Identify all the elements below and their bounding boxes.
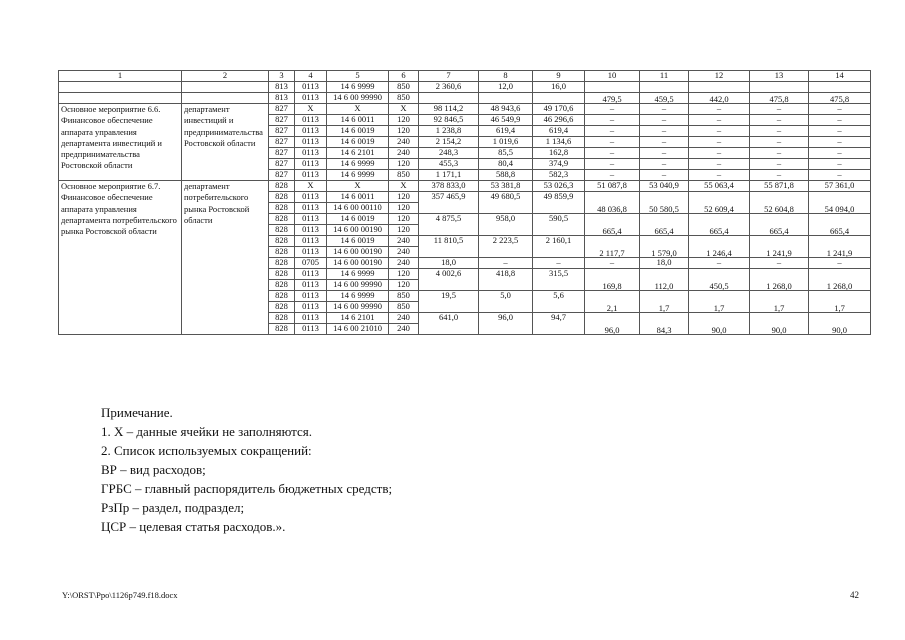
table-cell: 2,1 xyxy=(585,291,640,313)
table-cell: 588,8 xyxy=(479,170,533,181)
column-header: 5 xyxy=(327,71,389,82)
table-cell: 14 6 9999 xyxy=(327,159,389,170)
table-cell: 50 580,5 xyxy=(640,192,689,214)
table-cell xyxy=(689,82,750,93)
note-line: 2. Список используемых сокращений: xyxy=(101,443,312,458)
table-cell: 14 6 9999 xyxy=(327,170,389,181)
table-cell: 0113 xyxy=(295,137,327,148)
table-cell: 90,0 xyxy=(809,313,871,335)
table-cell: 0113 xyxy=(295,170,327,181)
table-cell: 14 6 9999 xyxy=(327,269,389,280)
table-cell: – xyxy=(640,115,689,126)
column-header: 8 xyxy=(479,71,533,82)
table-cell: 850 xyxy=(389,93,419,104)
budget-table xyxy=(58,70,871,335)
table-cell: 0113 xyxy=(295,192,327,203)
table-cell: – xyxy=(689,137,750,148)
column-header: 13 xyxy=(750,71,809,82)
table-cell: 2 160,1 xyxy=(533,236,585,258)
table-cell: 0113 xyxy=(295,115,327,126)
table-cell: 2 117,7 xyxy=(585,236,640,258)
table-cell: 49 170,6 xyxy=(533,104,585,115)
measure-title: Основное мероприятие 6.7. Финансовое обеспечение аппарата управления департамента потребительского рынка Ростовской области xyxy=(59,181,182,335)
table-cell: 14 6 00 21010 xyxy=(327,324,389,335)
table-cell: – xyxy=(809,104,871,115)
table-cell: 46 549,9 xyxy=(479,115,533,126)
table-cell: 1 268,0 xyxy=(809,269,871,291)
table-cell: 80,4 xyxy=(479,159,533,170)
table-cell: 827 xyxy=(269,104,295,115)
table-cell: 120 xyxy=(389,115,419,126)
table-cell: 48 036,8 xyxy=(585,192,640,214)
notes-section xyxy=(101,403,392,536)
table-cell: 850 xyxy=(389,82,419,93)
table-cell xyxy=(182,82,269,93)
table-cell: – xyxy=(750,159,809,170)
table-cell: – xyxy=(689,159,750,170)
table-cell: 5,6 xyxy=(533,291,585,313)
table-cell: 827 xyxy=(269,137,295,148)
table-cell: 120 xyxy=(389,203,419,214)
table-cell: 0113 xyxy=(295,82,327,93)
table-cell: 11 810,5 xyxy=(419,236,479,258)
table-cell: 120 xyxy=(389,159,419,170)
table-cell: 120 xyxy=(389,214,419,225)
table-cell: 18,0 xyxy=(640,258,689,269)
table-cell: – xyxy=(585,126,640,137)
table-cell: 665,4 xyxy=(809,214,871,236)
table-cell: 55 871,8 xyxy=(750,181,809,192)
table-cell: 2 360,6 xyxy=(419,82,479,93)
table-cell: 813 xyxy=(269,82,295,93)
table-cell: – xyxy=(585,170,640,181)
table-cell: – xyxy=(809,170,871,181)
table-cell: 828 xyxy=(269,247,295,258)
table-cell: 1 241,9 xyxy=(809,236,871,258)
table-cell: 442,0 xyxy=(689,93,750,104)
table-cell xyxy=(479,93,533,104)
table-cell: 54 094,0 xyxy=(809,192,871,214)
table-cell: 248,3 xyxy=(419,148,479,159)
table-cell: 14 6 00 99990 xyxy=(327,302,389,313)
table-cell: 14 6 0019 xyxy=(327,214,389,225)
table-cell: X xyxy=(327,181,389,192)
table-cell: 4 875,5 xyxy=(419,214,479,236)
table-cell: 590,5 xyxy=(533,214,585,236)
table-cell: 14 6 00 00190 xyxy=(327,225,389,236)
table-cell: 1 238,8 xyxy=(419,126,479,137)
table-cell: 475,8 xyxy=(809,93,871,104)
table-cell: 240 xyxy=(389,236,419,247)
table-cell xyxy=(419,93,479,104)
column-header: 14 xyxy=(809,71,871,82)
column-header: 4 xyxy=(295,71,327,82)
column-header: 11 xyxy=(640,71,689,82)
table-cell: 827 xyxy=(269,148,295,159)
table-cell: – xyxy=(585,159,640,170)
table-cell: – xyxy=(809,159,871,170)
table-cell: – xyxy=(585,104,640,115)
table-cell: – xyxy=(640,137,689,148)
table-cell: 479,5 xyxy=(585,93,640,104)
table-cell: 665,4 xyxy=(689,214,750,236)
table-cell: 1 241,9 xyxy=(750,236,809,258)
table-cell: 14 6 0019 xyxy=(327,137,389,148)
table-cell: 2 154,2 xyxy=(419,137,479,148)
table-cell: 0113 xyxy=(295,159,327,170)
table-cell xyxy=(750,82,809,93)
table-cell: 112,0 xyxy=(640,269,689,291)
table-cell: 357 465,9 xyxy=(419,192,479,214)
table-cell: 55 063,4 xyxy=(689,181,750,192)
table-cell: X xyxy=(389,104,419,115)
table-cell: 14 6 0019 xyxy=(327,126,389,137)
table-row xyxy=(59,82,871,93)
table-cell: 828 xyxy=(269,225,295,236)
table-cell: 53 381,8 xyxy=(479,181,533,192)
table-cell: – xyxy=(640,148,689,159)
table-cell: 120 xyxy=(389,280,419,291)
table-cell: 850 xyxy=(389,170,419,181)
table-cell: 828 xyxy=(269,214,295,225)
table-cell: 84,3 xyxy=(640,313,689,335)
column-header: 1 xyxy=(59,71,182,82)
table-cell: 240 xyxy=(389,258,419,269)
table-cell: 455,3 xyxy=(419,159,479,170)
table-cell: 1,7 xyxy=(750,291,809,313)
table-cell: 14 6 00 00190 xyxy=(327,247,389,258)
table-cell: 85,5 xyxy=(479,148,533,159)
table-cell: 850 xyxy=(389,302,419,313)
table-cell: 0113 xyxy=(295,203,327,214)
table-cell: 1 171,1 xyxy=(419,170,479,181)
table-cell: 14 6 00 00110 xyxy=(327,203,389,214)
table-cell: 1 246,4 xyxy=(689,236,750,258)
table-cell: 315,5 xyxy=(533,269,585,291)
table-cell: – xyxy=(533,258,585,269)
table-cell: 828 xyxy=(269,181,295,192)
table-cell: – xyxy=(689,104,750,115)
table-cell: 665,4 xyxy=(585,214,640,236)
table-cell: 828 xyxy=(269,280,295,291)
table-cell: 14 6 00 99990 xyxy=(327,280,389,291)
table-cell: – xyxy=(750,137,809,148)
table-cell: 0113 xyxy=(295,313,327,324)
table-cell: 4 002,6 xyxy=(419,269,479,291)
table-cell: 828 xyxy=(269,269,295,280)
org-name: департамент инвестиций и предпринимательства Ростовской области xyxy=(182,104,269,181)
table-cell: 0113 xyxy=(295,214,327,225)
table-cell: – xyxy=(585,115,640,126)
table-cell: 0705 xyxy=(295,258,327,269)
column-header: 9 xyxy=(533,71,585,82)
table-cell: 0113 xyxy=(295,93,327,104)
table-cell: X xyxy=(295,104,327,115)
table-cell: – xyxy=(809,115,871,126)
table-cell: 52 604,8 xyxy=(750,192,809,214)
table-cell: 92 846,5 xyxy=(419,115,479,126)
table-cell: 90,0 xyxy=(750,313,809,335)
table-cell: X xyxy=(327,104,389,115)
table-cell: – xyxy=(809,148,871,159)
table-cell: 828 xyxy=(269,302,295,313)
table-cell: 827 xyxy=(269,159,295,170)
table-cell: – xyxy=(689,148,750,159)
table-cell: 16,0 xyxy=(533,82,585,93)
table-cell: 828 xyxy=(269,324,295,335)
note-line: 1. X – данные ячейки не заполняются. xyxy=(101,424,313,439)
table-cell: 2 223,5 xyxy=(479,236,533,258)
table-cell: 418,8 xyxy=(479,269,533,291)
table-row xyxy=(59,71,871,82)
table-cell: 12,0 xyxy=(479,82,533,93)
table-cell: 0113 xyxy=(295,291,327,302)
table-cell: 0113 xyxy=(295,302,327,313)
table-cell: 450,5 xyxy=(689,269,750,291)
table-cell: 459,5 xyxy=(640,93,689,104)
table-cell: 240 xyxy=(389,148,419,159)
table-cell: 90,0 xyxy=(689,313,750,335)
table-cell xyxy=(59,93,182,104)
table-cell: 665,4 xyxy=(640,214,689,236)
note-line: ВР – вид расходов; xyxy=(101,462,206,477)
table-cell: 14 6 0011 xyxy=(327,115,389,126)
table-cell xyxy=(640,82,689,93)
note-line: ГРБС – главный распорядитель бюджетных средств; xyxy=(101,481,393,496)
column-header: 12 xyxy=(689,71,750,82)
table-cell xyxy=(533,93,585,104)
table-cell: 1,7 xyxy=(689,291,750,313)
table-cell: 619,4 xyxy=(479,126,533,137)
table-cell: 827 xyxy=(269,170,295,181)
table-cell: 475,8 xyxy=(750,93,809,104)
table-cell: – xyxy=(585,258,640,269)
table-cell: – xyxy=(750,148,809,159)
table-cell: – xyxy=(750,115,809,126)
table-cell: 18,0 xyxy=(419,258,479,269)
table-cell xyxy=(182,93,269,104)
table-cell: 49 859,9 xyxy=(533,192,585,214)
table-cell: 1 019,6 xyxy=(479,137,533,148)
table-cell: 813 xyxy=(269,93,295,104)
table-cell: – xyxy=(809,258,871,269)
table-cell: 96,0 xyxy=(585,313,640,335)
table-cell: 958,0 xyxy=(479,214,533,236)
table-cell: 14 6 00 99990 xyxy=(327,93,389,104)
table-cell: 374,9 xyxy=(533,159,585,170)
table-cell: 14 6 9999 xyxy=(327,82,389,93)
table-cell: 827 xyxy=(269,126,295,137)
column-header: 2 xyxy=(182,71,269,82)
table-cell: 240 xyxy=(389,324,419,335)
table-cell: 1 579,0 xyxy=(640,236,689,258)
table-cell: 1 268,0 xyxy=(750,269,809,291)
table-cell: – xyxy=(689,115,750,126)
org-name: департамент потребительского рынка Ростовской области xyxy=(182,181,269,335)
note-line: ЦСР – целевая статья расходов.». xyxy=(101,519,286,534)
table-cell: 51 087,8 xyxy=(585,181,640,192)
note-title: Примечание. xyxy=(101,405,173,420)
table-cell: – xyxy=(809,137,871,148)
table-cell: 0113 xyxy=(295,148,327,159)
table-cell: 240 xyxy=(389,247,419,258)
column-header: 3 xyxy=(269,71,295,82)
table-cell: 1,7 xyxy=(640,291,689,313)
table-cell: 828 xyxy=(269,291,295,302)
footer-file-path: Y:\ORST\Ppo\1126p749.f18.docx xyxy=(62,590,178,600)
table-cell: – xyxy=(750,170,809,181)
table-cell: – xyxy=(689,170,750,181)
table-cell: 53 026,3 xyxy=(533,181,585,192)
table-cell: 0113 xyxy=(295,269,327,280)
table-cell: 120 xyxy=(389,126,419,137)
table-cell: 828 xyxy=(269,203,295,214)
table-cell: – xyxy=(689,126,750,137)
table-cell: 619,4 xyxy=(533,126,585,137)
table-cell: 0113 xyxy=(295,247,327,258)
table-cell: – xyxy=(750,258,809,269)
table-cell: – xyxy=(640,104,689,115)
table-cell: 14 6 9999 xyxy=(327,291,389,302)
table-cell: 120 xyxy=(389,225,419,236)
table-cell: 94,7 xyxy=(533,313,585,335)
table-cell: 120 xyxy=(389,192,419,203)
table-cell: 14 6 0011 xyxy=(327,192,389,203)
table-cell: 49 680,5 xyxy=(479,192,533,214)
table-cell: – xyxy=(809,126,871,137)
table-cell: 0113 xyxy=(295,280,327,291)
table-cell: – xyxy=(640,159,689,170)
table-cell: 0113 xyxy=(295,236,327,247)
table-cell: 378 833,0 xyxy=(419,181,479,192)
table-cell: 53 040,9 xyxy=(640,181,689,192)
table-cell: 48 943,6 xyxy=(479,104,533,115)
column-header: 10 xyxy=(585,71,640,82)
table-cell: – xyxy=(689,258,750,269)
table-cell: 828 xyxy=(269,258,295,269)
table-cell: – xyxy=(750,104,809,115)
note-line: РзПр – раздел, подраздел; xyxy=(101,500,245,515)
table-cell: X xyxy=(295,181,327,192)
table-cell: 240 xyxy=(389,313,419,324)
table-cell: 828 xyxy=(269,192,295,203)
page-number: 42 xyxy=(850,590,859,600)
table-cell: 0113 xyxy=(295,126,327,137)
table-cell: – xyxy=(640,126,689,137)
table-cell: 665,4 xyxy=(750,214,809,236)
table-cell: 240 xyxy=(389,137,419,148)
table-cell: 14 6 00 00190 xyxy=(327,258,389,269)
table-cell: 850 xyxy=(389,291,419,302)
table-cell: – xyxy=(585,148,640,159)
table-cell: 0113 xyxy=(295,324,327,335)
measure-title: Основное мероприятие 6.6. Финансовое обеспечение аппарата управления департамента инвестиций и предпринимательства Ростовской области xyxy=(59,104,182,181)
table-cell: 52 609,4 xyxy=(689,192,750,214)
table-row xyxy=(59,104,871,115)
table-cell xyxy=(809,82,871,93)
table-cell: 0113 xyxy=(295,225,327,236)
table-cell: X xyxy=(389,181,419,192)
table-cell: 14 6 2101 xyxy=(327,148,389,159)
table-cell: 96,0 xyxy=(479,313,533,335)
table-cell: 828 xyxy=(269,236,295,247)
table-cell: 14 6 2101 xyxy=(327,313,389,324)
table-cell: 169,8 xyxy=(585,269,640,291)
table-cell: 19,5 xyxy=(419,291,479,313)
table-row xyxy=(59,93,871,104)
table-cell: 641,0 xyxy=(419,313,479,335)
table-cell: 827 xyxy=(269,115,295,126)
table-cell: 582,3 xyxy=(533,170,585,181)
table-cell: 1,7 xyxy=(809,291,871,313)
column-header: 6 xyxy=(389,71,419,82)
table-cell: – xyxy=(640,170,689,181)
table-cell: 162,8 xyxy=(533,148,585,159)
table-cell: 98 114,2 xyxy=(419,104,479,115)
table-cell: 1 134,6 xyxy=(533,137,585,148)
table-cell: 46 296,6 xyxy=(533,115,585,126)
table-cell: 828 xyxy=(269,313,295,324)
table-cell: 5,0 xyxy=(479,291,533,313)
table-cell: 120 xyxy=(389,269,419,280)
table-cell: 14 6 0019 xyxy=(327,236,389,247)
table-cell: – xyxy=(750,126,809,137)
column-header: 7 xyxy=(419,71,479,82)
table-cell xyxy=(585,82,640,93)
table-cell: – xyxy=(585,137,640,148)
table-cell: – xyxy=(479,258,533,269)
table-row xyxy=(59,181,871,192)
table-cell xyxy=(59,82,182,93)
table-cell: 57 361,0 xyxy=(809,181,871,192)
